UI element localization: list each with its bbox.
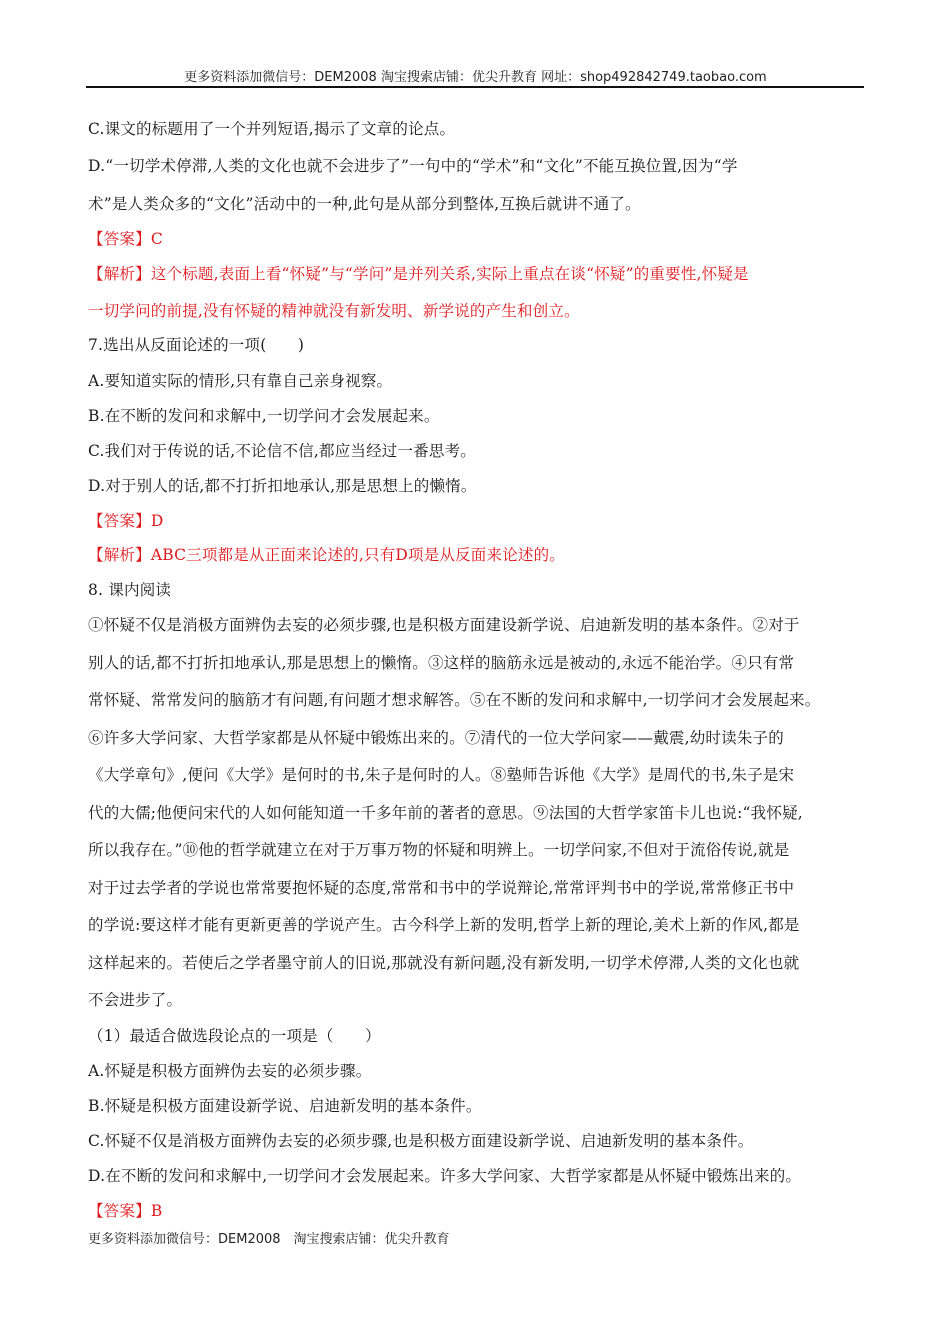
passage-line: 代的大儒;他便问宋代的人如何能知道一千多年前的著者的意思。⑨法国的大哲学家笛卡儿也说:“我怀疑, [88, 804, 803, 822]
q6-answer [88, 227, 163, 249]
q6-analysis-line2: 一切学问的前提,没有怀疑的精神就没有新发明、新学说的产生和创立。 [88, 302, 580, 320]
q6-option-c: C.课文的标题用了一个并列短语,揭示了文章的论点。 [88, 120, 456, 138]
q8-sub1-option-c: C.怀疑不仅是消极方面辨伪去妄的必须步骤,也是积极方面建设新学说、启迪新发明的基本条件。 [88, 1132, 754, 1150]
q7-option-b: B.在不断的发问和求解中,一切学问才会发展起来。 [88, 407, 440, 425]
q7-option-a: A.要知道实际的情形,只有靠自己亲身视察。 [88, 372, 393, 390]
answer-value: D [150, 512, 164, 530]
q7-stem: 7.选出从反面论述的一项( ) [88, 336, 305, 354]
q6-analysis-line1 [88, 262, 749, 284]
analysis-text: 这个标题,表面上看“怀疑”与“学问”是并列关系,实际上重点在谈“怀疑”的重要性,怀疑是 [150, 265, 749, 283]
passage-line: ⑥许多大学问家、大哲学家都是从怀疑中锻炼出来的。⑦清代的一位大学问家——戴震,幼时读朱子的 [88, 729, 784, 747]
header-divider [86, 86, 864, 88]
q7-option-c: C.我们对于传说的话,不论信不信,都应当经过一番思考。 [88, 442, 476, 460]
q6-option-d-line1: D.“一切学术停滞,人类的文化也就不会进步了”一句中的“学术”和“文化”不能互换位置,因为“学 [88, 157, 738, 175]
q7-answer [88, 509, 163, 531]
passage-line: 常怀疑、常常发问的脑筋才有问题,有问题才想求解答。⑤在不断的发问和求解中,一切学问才会发展起来。 [88, 691, 821, 709]
answer-tag: 【答案】 [88, 230, 151, 248]
page-header: 更多资料添加微信号：DEM2008 淘宝搜索店铺：优尖升教育 网址：shop492842749.taobao.com [184, 70, 767, 85]
passage-line: 不会进步了。 [88, 991, 183, 1009]
analysis-text: ABC三项都是从正面来论述的,只有D项是从反面来论述的。 [150, 546, 565, 564]
answer-value: C [150, 230, 163, 248]
q7-analysis [88, 543, 565, 565]
q8-sub1-stem: （1）最适合做选段论点的一项是（ ） [88, 1027, 381, 1045]
passage-line: 别人的话,都不打折扣地承认,那是思想上的懒惰。③这样的脑筋永远是被动的,永远不能治学。④只有常 [88, 654, 795, 672]
analysis-tag: 【解析】 [88, 546, 151, 564]
passage-line: ①怀疑不仅是消极方面辨伪去妄的必须步骤,也是积极方面建设新学说、启迪新发明的基本条件。②对于 [88, 616, 800, 634]
analysis-tag: 【解析】 [88, 265, 151, 283]
q8-sub1-option-a: A.怀疑是积极方面辨伪去妄的必须步骤。 [88, 1062, 372, 1080]
answer-tag: 【答案】 [88, 1202, 151, 1220]
q6-option-d-line2: 术”是人类众多的“文化”活动中的一种,此句是从部分到整体,互换后就讲不通了。 [88, 195, 641, 213]
q8-sub1-answer [88, 1199, 162, 1221]
q7-option-d: D.对于别人的话,都不打折扣地承认,那是思想上的懒惰。 [88, 477, 477, 495]
q8-sub1-option-b: B.怀疑是积极方面建设新学说、启迪新发明的基本条件。 [88, 1097, 482, 1115]
passage-line: 对于过去学者的学说也常常要抱怀疑的态度,常常和书中的学说辩论,常常评判书中的学说,常常修正书中 [88, 879, 795, 897]
q8-title: 8. 课内阅读 [88, 581, 172, 599]
passage-line: 《大学章句》,便问《大学》是何时的书,朱子是何时的人。⑧塾师告诉他《大学》是周代的书,朱子是宋 [88, 766, 795, 784]
answer-value: B [150, 1202, 163, 1220]
answer-tag: 【答案】 [88, 512, 151, 530]
passage-line: 这样起来的。若使后之学者墨守前人的旧说,那就没有新问题,没有新发明,一切学术停滞,人类的文化也就 [88, 954, 800, 972]
page-footer: 更多资料添加微信号：DEM2008 淘宝搜索店铺：优尖升教育 [88, 1232, 450, 1247]
passage-line: 所以我存在。”⑩他的哲学就建立在对于万事万物的怀疑和明辨上。一切学问家,不但对于流俗传说,就是 [88, 841, 790, 859]
passage-line: 的学说:要这样才能有更新更善的学说产生。古今科学上新的发明,哲学上新的理论,美术上新的作风,都是 [88, 916, 800, 934]
q8-sub1-option-d: D.在不断的发问和求解中,一切学问才会发展起来。许多大学问家、大哲学家都是从怀疑中锻炼出来的。 [88, 1167, 802, 1185]
